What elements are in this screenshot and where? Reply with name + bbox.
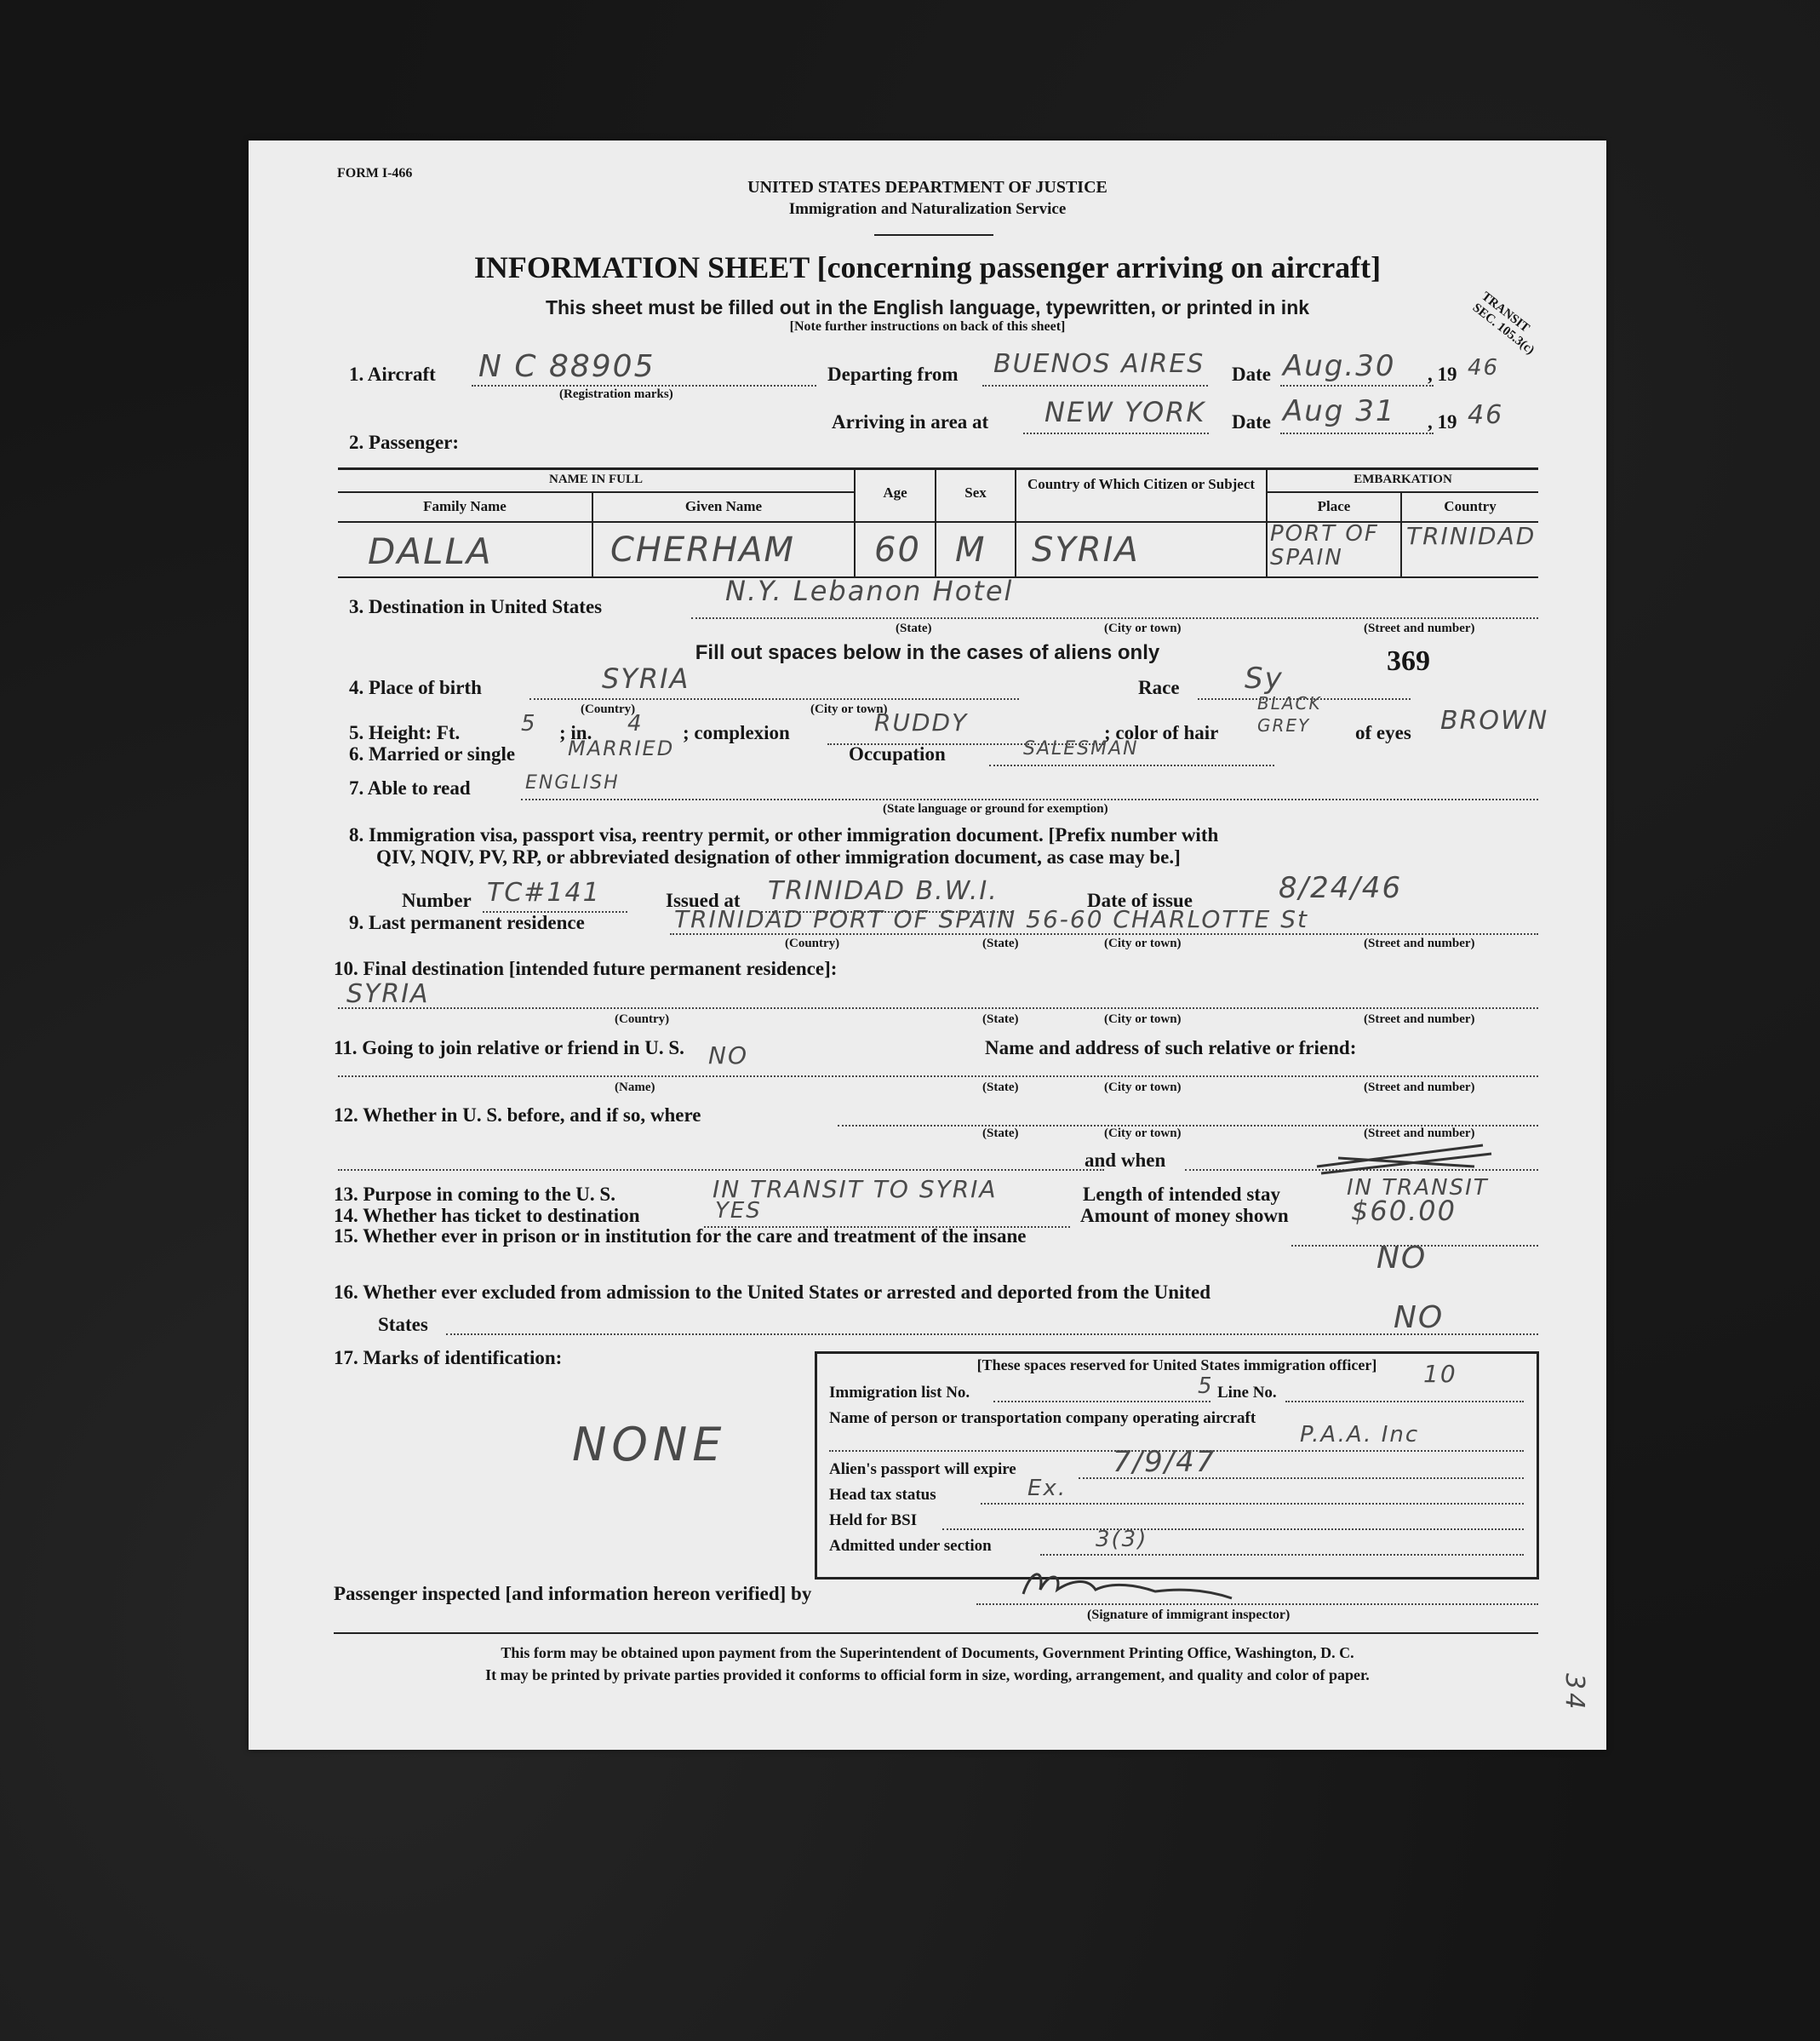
arriving-label: Arriving in area at — [832, 411, 989, 433]
prison-value: NO — [1376, 1241, 1428, 1276]
when-label: and when — [1085, 1149, 1166, 1171]
q1-label: 1. Aircraft — [349, 364, 436, 385]
family-name-hdr: Family Name — [423, 498, 507, 514]
destination-value: N.Y. Lebanon Hotel — [725, 575, 1014, 607]
year-dep-value: 46 — [1468, 355, 1500, 381]
citizen-value: SYRIA — [1032, 530, 1140, 570]
stay-label: Length of intended stay — [1083, 1184, 1280, 1205]
footer-line-2: It may be printed by private parties provided it conforms to official form in size, wording, arrangement, and quality and color of paper. — [485, 1666, 1370, 1683]
form-number: FORM I-466 — [337, 166, 413, 181]
given-name-hdr: Given Name — [684, 498, 763, 514]
departing-value: BUENOS AIRES — [993, 349, 1205, 379]
q13-label: 13. Purpose in coming to the U. S. — [334, 1184, 615, 1205]
married-value: MARRIED — [568, 737, 675, 760]
complexion-value: RUDDY — [874, 708, 969, 737]
line-value: 10 — [1423, 1360, 1457, 1388]
margin-note: 34 — [1560, 1673, 1589, 1713]
money-label: Amount of money shown — [1080, 1205, 1289, 1226]
excluded-value: NO — [1394, 1300, 1445, 1335]
q16-line1: 16. Whether ever excluded from admission to the United States or arrested and deported from the United — [334, 1281, 1211, 1303]
year-arr-value: 46 — [1468, 400, 1504, 430]
embark-country-value: TRINIDAD — [1406, 522, 1537, 550]
issued-value: TRINIDAD B.W.I. — [768, 876, 999, 906]
final-destination-value: SYRIA — [346, 979, 430, 1009]
name-in-full-hdr: NAME IN FULL — [548, 473, 643, 486]
eyes-value: BROWN — [1440, 706, 1549, 736]
form-sheet: FORM I-466 UNITED STATES DEPARTMENT OF JUSTICE Immigration and Naturalization Service INFORMATION SHEET [concerning passenger arriving on aircraft] This sheet must be filled out in the English language, typewritten, or printed in ink [Note further instructions on back of this sheet] TRANSIT SEC. 105.3(c) 1. Aircraft N C 88905 (Registration marks) Departing from BUENOS AIRES Date Aug.30 , 19 46 Arriving in area at NEW YORK Date Aug 31 , 19 46 2. Passenger: NAME IN FULL Family Name Given Name Age Sex Country of Which Citizen or Subject EMBARKATION Place Country DALLA CHERHAM 60 M SYRIA PORT OF SPAIN TRINIDAD 3. Destination in United States N.Y. Lebanon Hotel (State) (City or town) (Street and number) Fill out spaces below in the cases of aliens only 369 4. Place of birth SYRIA (Country) (City or town) Race Sy 5. Height: Ft. 5 ; in. 4 ; complexion RUDDY ; color of hair BLACK GREY of eyes BROWN 6. Married or single MARRIED Occupation SALESMAN 7. Able to read ENGLISH (State language or ground for exemption) 8. Immigration visa, passport visa, reentry permit, or other immigration document. [Prefix number with QIV, NQIV, PV, RP, or abbreviated designation of other immigration document, as case may be.] Number TC#141 Issued at TRINIDAD B.W.I. Date of issue 8/24/46 9. Last permanent residence TRINIDAD PORT OF SPAIN 56-60 CHARLOTTE St (Country) (State) (City or town) (Street and number) 10. Final destination [intended future permanent residence]: SYRIA (Country) (State) (City or town) (Street and number) 11. Going to join relative or friend in U. S. NO Name and address of such relative or friend: (Name) (State) (City or town) (Street and number) 12. Whether in U. S. before, and if so, where (State) (City or town) (Street and number) and when 13. Purpose in coming to the U. S. IN TRANSIT TO SYRIA Length of intended stay IN TRANSIT 14. Whether has ticket to destination YES Amount of money shown $60.00 15. Whether ever in prison or in institution for the care and treatment of the insane NO 16. Whether ever excluded from admission to the United States or arrested and deported from the United States NO 17. Marks of identification: NONE [These spaces reserved for United States immigration officer] Immigration list No. 5 Line No. 10 Name of person or transportation company operating aircraft P.A.A. Inc Alien's passport will expire 7/9/47 Head tax status Ex. Held for BSI Admitted under section 3(3) Passenger inspected [and information hereon verified] by (Signature of immigrant inspector) This form may be obtained upon payment from the Superintendent of Documents, Government Printing Office, Washington, D. C. It may be printed by private parties provided it conforms to official form in size, wording, arrangement, and quality and color of paper. 34 — [249, 140, 1606, 1750]
height-ft: 5 — [521, 711, 537, 737]
emb-country-hdr: Country — [1444, 498, 1497, 514]
sex-value: M — [955, 530, 987, 570]
join-relative-value: NO — [708, 1041, 748, 1069]
q4-label: 4. Place of birth — [349, 677, 482, 698]
birth-value: SYRIA — [602, 662, 690, 695]
service-title: Immigration and Naturalization Service — [788, 200, 1067, 218]
q17-label: 17. Marks of identification: — [334, 1347, 563, 1368]
agency-title: UNITED STATES DEPARTMENT OF JUSTICE — [747, 178, 1107, 197]
q11-label: 11. Going to join relative or friend in U. S. — [334, 1037, 684, 1058]
q7-label: 7. Able to read — [349, 777, 471, 799]
inspector-sub: (Signature of immigrant inspector) — [1087, 1608, 1291, 1622]
q10-label: 10. Final destination [intended future permanent residence]: — [334, 958, 838, 979]
aliens-only-heading: Fill out spaces below in the cases of aliens only — [695, 641, 1160, 664]
embarkation-hdr: EMBARKATION — [1354, 473, 1452, 486]
race-label: Race — [1138, 677, 1180, 698]
money-value: $60.00 — [1351, 1195, 1457, 1227]
given-name-value: CHERHAM — [610, 530, 796, 570]
headtax-value: Ex. — [1027, 1476, 1067, 1501]
document-number: TC#141 — [487, 878, 601, 908]
date-arr-label: Date — [1232, 411, 1271, 433]
sex-hdr: Sex — [964, 484, 987, 501]
residence-value: TRINIDAD PORT OF SPAIN 56-60 CHARLOTTE St — [674, 905, 1308, 933]
number-369: 369 — [1387, 645, 1430, 677]
family-name-value: DALLA — [368, 530, 493, 572]
page-title: INFORMATION SHEET [concerning passenger arriving on aircraft] — [473, 250, 1382, 284]
date-issue-value: 8/24/46 — [1279, 871, 1403, 905]
ticket-value: YES — [715, 1198, 762, 1224]
q3-label: 3. Destination in United States — [349, 596, 603, 617]
country-citizen-hdr: Country of Which Citizen or Subject — [1027, 476, 1256, 492]
q2-label: 2. Passenger: — [349, 432, 460, 453]
date-arr-value: Aug 31 — [1283, 394, 1396, 428]
footer-line-1: This form may be obtained upon payment from the Superintendent of Documents, Government Printing Office, Washington, D. C. — [501, 1644, 1354, 1661]
instruction: This sheet must be filled out in the English language, typewritten, or printed in ink — [545, 296, 1310, 318]
issued-label: Issued at — [666, 890, 741, 911]
company-value: P.A.A. Inc — [1300, 1422, 1420, 1448]
year-arr-prefix: , 19 — [1428, 411, 1457, 433]
occupation-value: SALESMAN — [1023, 738, 1139, 760]
stay-value: IN TRANSIT — [1347, 1175, 1489, 1201]
header-divider — [874, 234, 993, 236]
relative-name-label: Name and address of such relative or friend: — [985, 1037, 1357, 1058]
occupation-label: Occupation — [849, 743, 946, 765]
q6-label: 6. Married or single — [349, 743, 516, 765]
list-value: 5 — [1198, 1373, 1214, 1399]
height-in: 4 — [627, 711, 644, 737]
date-dep-value: Aug.30 — [1283, 349, 1396, 383]
passport-expire-value: 7/9/47 — [1113, 1445, 1216, 1479]
inspector-signature — [1019, 1564, 1240, 1607]
officer-box-header: [These spaces reserved for United States immigration officer] — [976, 1356, 1377, 1373]
age-hdr: Age — [883, 484, 907, 501]
hair-value: BLACK GREY — [1257, 693, 1322, 736]
q16-line2: States — [378, 1314, 428, 1335]
q15-label: 15. Whether ever in prison or in institution for the care and treatment of the insane — [334, 1225, 1027, 1247]
date-issue-label: Date of issue — [1087, 890, 1193, 911]
arriving-value: NEW YORK — [1044, 396, 1206, 428]
q5-label: 5. Height: Ft. — [349, 722, 461, 743]
q9-label: 9. Last permanent residence — [349, 912, 585, 933]
q8-line1: 8. Immigration visa, passport visa, reentry permit, or other immigration document. [Prefix number with — [349, 824, 1219, 846]
purpose-value: IN TRANSIT TO SYRIA — [713, 1175, 998, 1203]
race-value: Sy — [1245, 662, 1284, 696]
date-dep-label: Date — [1232, 364, 1271, 385]
q8-line2: QIV, NQIV, PV, RP, or abbreviated designation of other immigration document, as case may be.] — [376, 846, 1181, 868]
age-value: 60 — [874, 530, 921, 570]
instruction-note: [Note further instructions on back of this sheet] — [789, 319, 1066, 334]
section-value: 3(3) — [1096, 1527, 1148, 1552]
q12-label: 12. Whether in U. S. before, and if so, where — [334, 1104, 701, 1126]
embark-place-value: PORT OF SPAIN — [1270, 521, 1379, 570]
q14-label: 14. Whether has ticket to destination — [334, 1205, 640, 1226]
year-dep-prefix: , 19 — [1428, 364, 1457, 385]
place-hdr: Place — [1317, 498, 1351, 514]
read-value: ENGLISH — [525, 772, 620, 794]
departing-label: Departing from — [827, 364, 959, 385]
marks-value: NONE — [572, 1418, 727, 1471]
inspected-label: Passenger inspected [and information hereon verified] by — [334, 1583, 812, 1604]
aircraft-value: N C 88905 — [478, 349, 655, 384]
transit-stamp: TRANSIT SEC. 105.3(c) — [1469, 290, 1537, 358]
q1-sub: (Registration marks) — [559, 387, 673, 401]
number-label: Number — [402, 890, 472, 911]
